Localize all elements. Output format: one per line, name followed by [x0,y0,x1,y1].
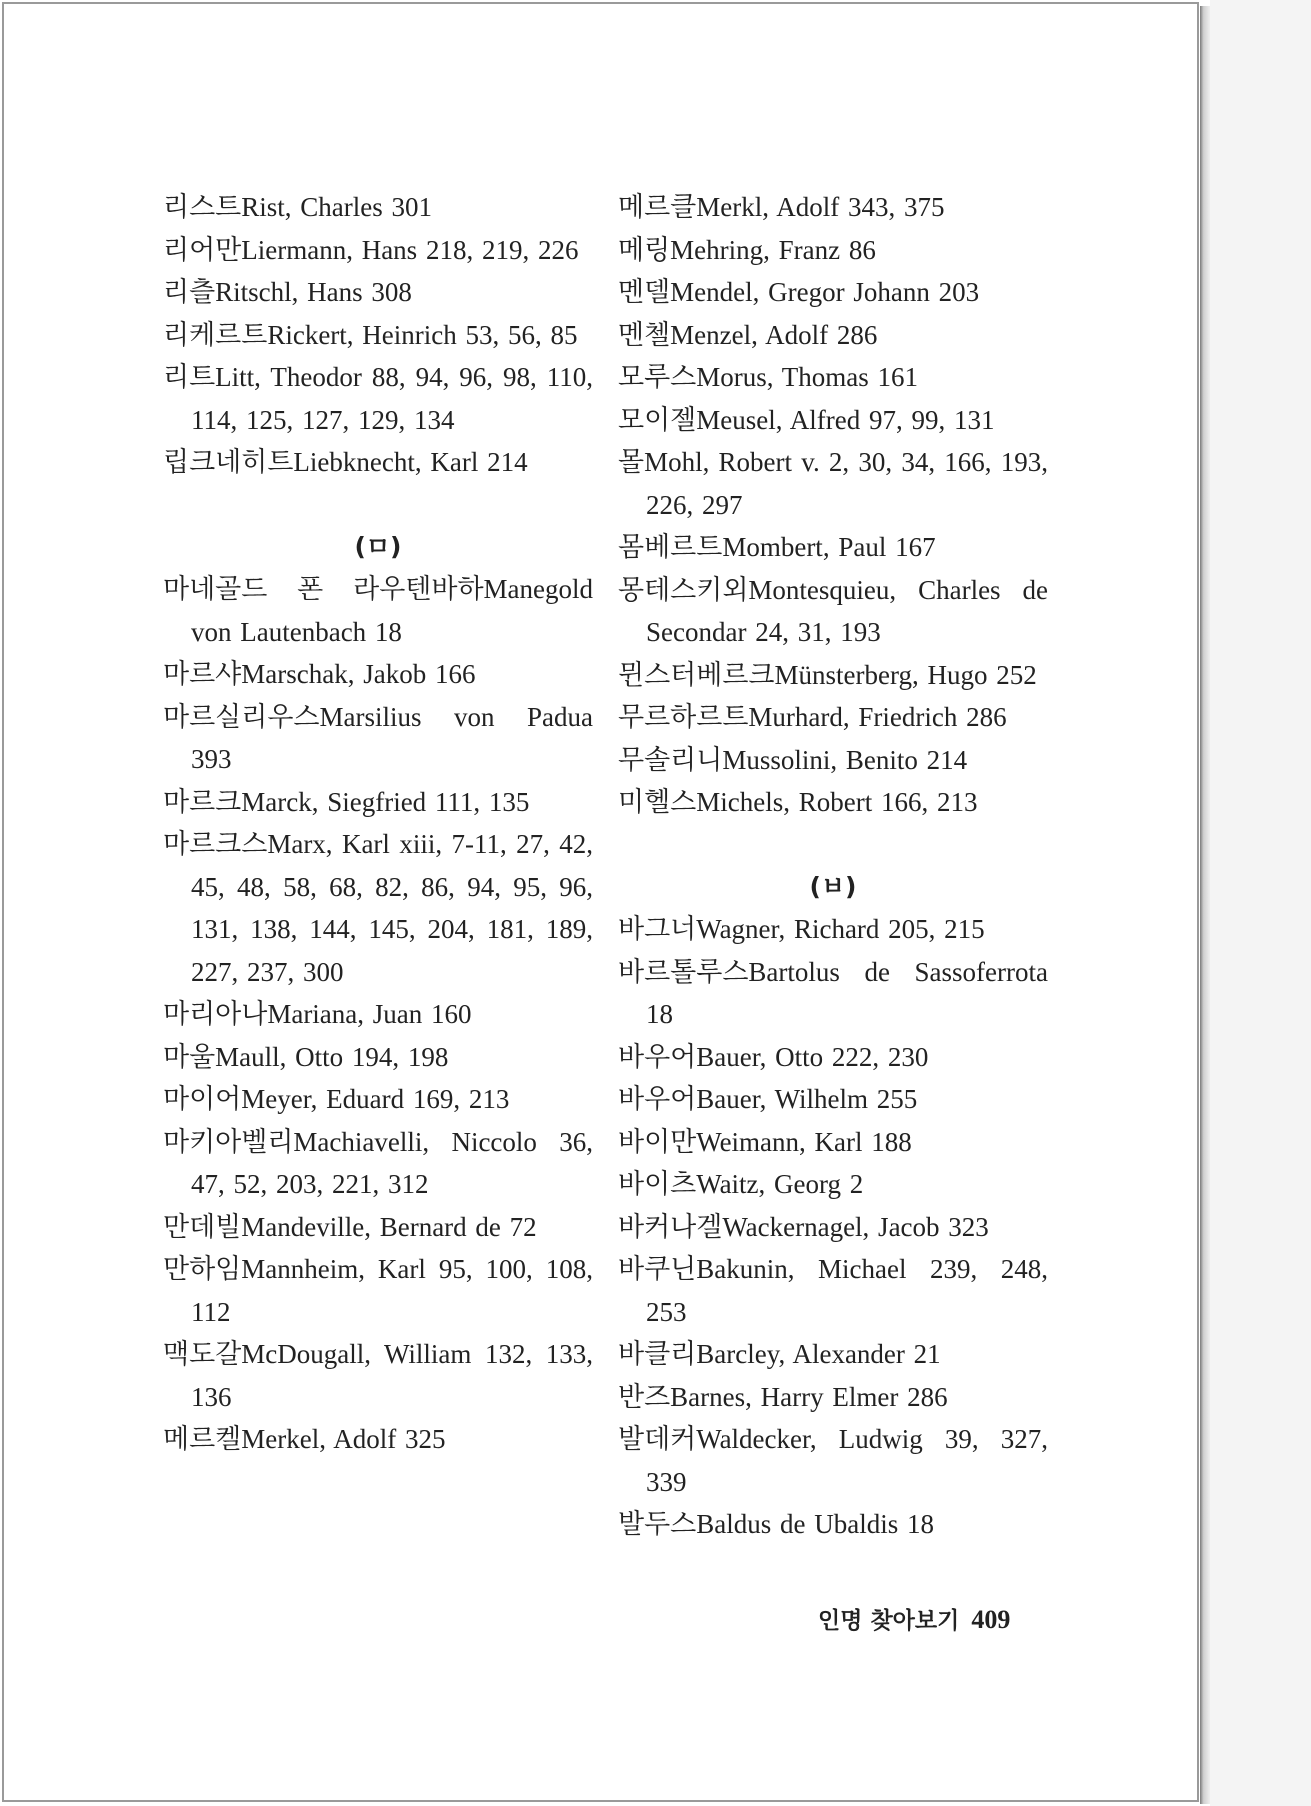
index-entry: 발두스Baldus de Ubaldis 18 [618,1509,934,1539]
index-entry: 마르샤Marschak, Jakob 166 [163,659,476,689]
index-entry: 바르톨루스Bartolus de Sassoferrota 18 [618,956,1048,1029]
index-entry: 무솔리니Mussolini, Benito 214 [618,744,968,775]
index-column-left [163,186,593,1461]
section-heading-mieum: (ㅁ) [354,531,402,561]
entries-group-ri [163,186,593,484]
entries-group-bieup [618,908,1048,1546]
index-entry: 바그너Wagner, Richard 205, 215 [618,914,985,944]
index-entry: 몸베르트Mombert, Paul 167 [618,532,936,562]
index-entry: 바클리Barcley, Alexander 21 [618,1339,941,1369]
index-entry: 리스트Rist, Charles 301 [163,192,432,222]
entries-group-mieum [163,568,593,1461]
index-entry: 맥도갈McDougall, William 132, 133, 136 [163,1339,593,1412]
entries-group-me [618,186,1048,824]
index-entry: 모이젤Meusel, Alfred 97, 99, 131 [618,404,995,435]
index-entry: 모루스Morus, Thomas 161 [618,362,918,392]
index-entry: 뮌스터베르크Münsterberg, Hugo 252 [618,659,1037,690]
index-entry: 멘첼Menzel, Adolf 286 [618,319,878,350]
index-entry: 발데커Waldecker, Ludwig 39, 327, 339 [618,1424,1048,1497]
index-entry: 립크네히트Liebknecht, Karl 214 [163,447,528,477]
index-entry: 바커나겔Wackernagel, Jacob 323 [618,1211,989,1242]
index-entry: 반즈Barnes, Harry Elmer 286 [618,1381,948,1412]
index-entry: 바이만Weimann, Karl 188 [618,1126,912,1157]
index-entry: 만데빌Mandeville, Bernard de 72 [163,1211,537,1242]
index-entry: 멘델Mendel, Gregor Johann 203 [618,277,980,307]
index-entry: 마울Maull, Otto 194, 198 [163,1041,449,1072]
page-edge-shadow [1200,6,1210,1804]
index-entry: 리츨Ritschl, Hans 308 [163,277,412,307]
index-entry: 마리아나Mariana, Juan 160 [163,999,472,1029]
index-entry: 몽테스키외Montesquieu, Charles de Secondar 24, 31, 193 [618,574,1048,647]
index-entry: 만하임Mannheim, Karl 95, 100, 108, 112 [163,1254,593,1327]
footer-title: 인명 찾아보기 [818,1608,960,1634]
index-entry: 메르켈Merkel, Adolf 325 [163,1424,446,1454]
page-footer [818,1602,1010,1635]
index-entry: 바우어Bauer, Otto 222, 230 [618,1041,929,1072]
index-entry: 리트Litt, Theodor 88, 94, 96, 98, 110, 114, 125, 127, 129, 134 [163,362,593,435]
section-heading-bieup: (ㅂ) [809,871,857,901]
index-entry: 마르크Marck, Siegfried 111, 135 [163,786,530,817]
index-entry: 미헬스Michels, Robert 166, 213 [618,787,978,817]
index-entry: 메르클Merkl, Adolf 343, 375 [618,192,945,222]
index-entry: 마르크스Marx, Karl xiii, 7-11, 27, 42, 45, 48, 58, 68, 82, 86, 94, 95, 96, 131, 138, 144, 145, 204, 181, 189, 227, 237, 300 [163,829,593,987]
index-column-right [618,186,1048,1546]
scan-margin [1210,0,1311,1806]
index-entry: 몰Mohl, Robert v. 2, 30, 34, 166, 193, 226, 297 [618,447,1048,520]
index-entry: 바쿠닌Bakunin, Michael 239, 248, 253 [618,1254,1048,1327]
index-entry: 무르하르트Murhard, Friedrich 286 [618,702,1007,732]
index-entry: 마키아벨리Machiavelli, Niccolo 36, 47, 52, 203, 221, 312 [163,1126,593,1199]
index-entry: 리케르트Rickert, Heinrich 53, 56, 85 [163,319,578,350]
index-entry: 리어만Liermann, Hans 218, 219, 226 [163,234,579,265]
index-entry: 마르실리우스Marsilius von Padua 393 [163,701,593,774]
index-entry: 바우어Bauer, Wilhelm 255 [618,1084,918,1114]
index-entry: 바이츠Waitz, Georg 2 [618,1169,864,1199]
page-number: 409 [971,1605,1011,1634]
index-entry: 마이어Meyer, Eduard 169, 213 [163,1084,510,1114]
index-entry: 메링Mehring, Franz 86 [618,234,876,265]
index-entry: 마네골드 폰 라우텐바하Manegold von Lautenbach 18 [163,574,593,647]
